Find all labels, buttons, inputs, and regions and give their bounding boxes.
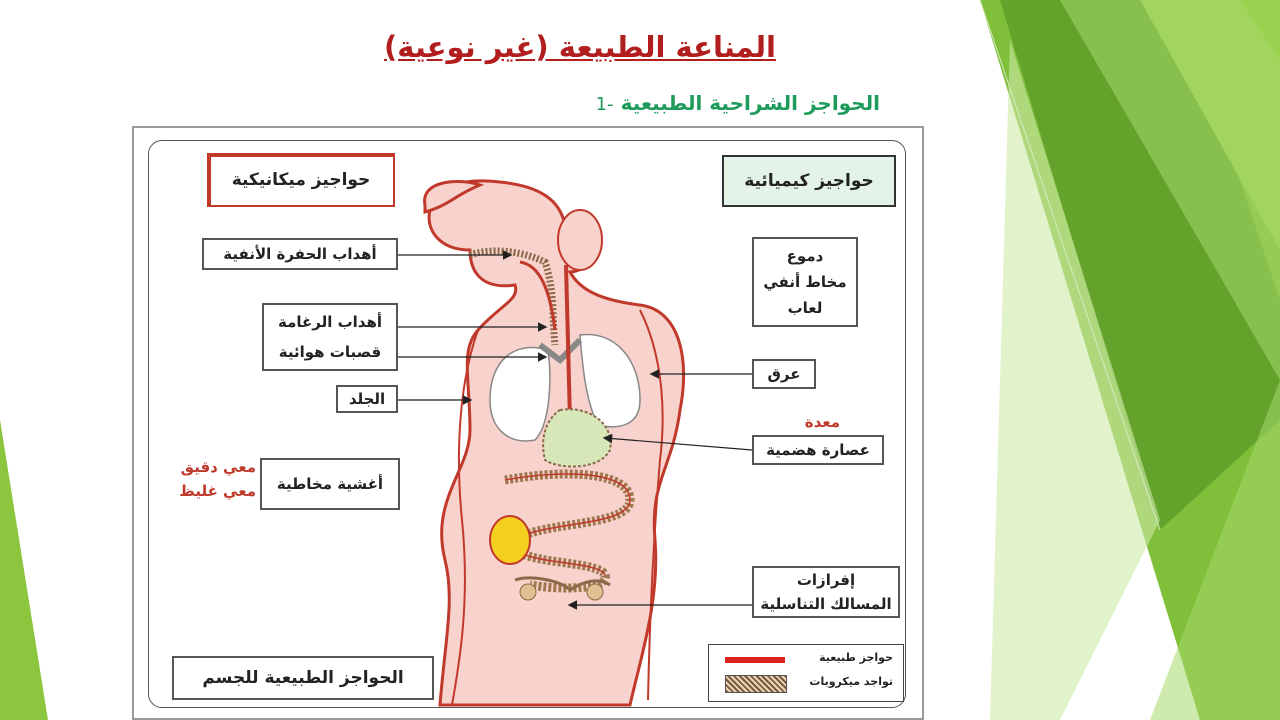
legend-natural-barriers-label: حواجز طبيعية — [819, 651, 893, 664]
legend-natural-barriers — [717, 649, 897, 671]
label-genital-tract: المسالك التناسلية — [760, 595, 892, 613]
legend-microbes-label: تواجد ميكروبات — [809, 675, 893, 688]
note-large-intestine: معي غليظ — [179, 482, 256, 500]
subtitle-number: -1 — [595, 94, 614, 115]
legend-red-swatch — [725, 657, 785, 663]
note-stomach: معدة — [804, 413, 840, 431]
label-skin: الجلد — [336, 385, 398, 413]
label-bronchi: قصبات هوائية — [278, 343, 382, 361]
legend — [708, 644, 904, 702]
label-digestive-juice: عصارة هضمية — [752, 435, 884, 465]
chemical-barriers-heading: حواجيز كيميائية — [722, 155, 896, 207]
label-tears-mucus-saliva — [752, 237, 858, 327]
mechanical-barriers-heading: حواجيز ميكانيكية — [207, 153, 395, 207]
label-tears: دموع — [786, 247, 824, 265]
slide-title: المناعة الطبيعة (غير نوعية) — [384, 30, 776, 64]
legend-dots-swatch — [725, 675, 787, 693]
label-nasal-mucus: مخاط أنفي — [763, 273, 847, 291]
note-small-intestine: معي دقيق — [180, 458, 256, 476]
subtitle-text: الحواجز الشراحية الطبيعية — [620, 91, 880, 115]
diagram-caption: الحواجز الطبيعية للجسم — [172, 656, 434, 700]
label-trachea-cilia-group — [262, 303, 398, 371]
label-mucous-membranes: أغشية مخاطية — [260, 458, 400, 510]
label-saliva: لعاب — [787, 299, 823, 317]
label-secretions: إفرازات — [796, 571, 856, 589]
label-sweat: عرق — [752, 359, 816, 389]
label-nasal-hair: أهداب الحفرة الأنفية — [202, 238, 398, 270]
label-genital-secretions — [752, 566, 900, 618]
label-trachea-cilia: أهداب الرغامة — [277, 313, 382, 331]
legend-microbes — [717, 673, 897, 695]
